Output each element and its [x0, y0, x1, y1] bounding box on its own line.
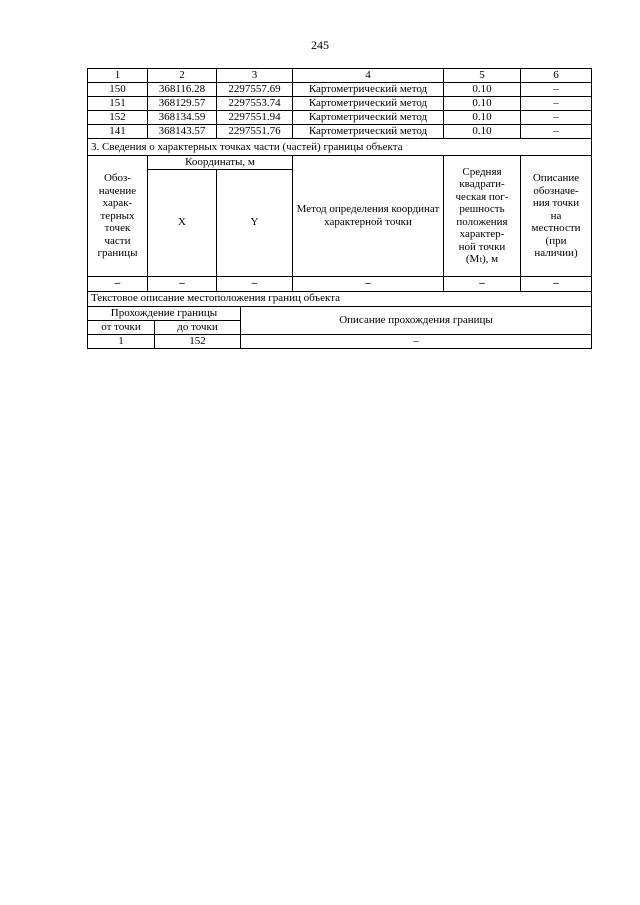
table-row [88, 97, 592, 111]
empty-cell: – [444, 276, 521, 291]
error-value: 0.10 [444, 83, 521, 97]
coordinate-x: 368129.57 [148, 97, 217, 111]
point-number: 141 [88, 125, 148, 139]
coordinate-x: 368134.59 [148, 111, 217, 125]
column-header: 6 [521, 69, 592, 83]
method: Картометрический метод [293, 111, 444, 125]
coordinate-y: 2297557.69 [217, 83, 293, 97]
table-row [88, 276, 592, 291]
point-number: 152 [88, 111, 148, 125]
error-value: 0.10 [444, 125, 521, 139]
description: – [521, 83, 592, 97]
method-header: Метод определения координат характерной точки [293, 156, 444, 277]
passage-description: – [241, 334, 592, 348]
empty-cell: – [217, 276, 293, 291]
table-row [88, 83, 592, 97]
description: – [521, 97, 592, 111]
parts-header-row [88, 156, 592, 170]
to-point-header: до точки [155, 320, 241, 334]
description-header [521, 156, 592, 277]
description-header-text: Описание обозначе- ния точки на местности (при наличии) [531, 172, 581, 259]
empty-cell: – [88, 276, 148, 291]
passage-description-header: Описание прохождения границы [241, 306, 592, 334]
points-table [87, 68, 592, 139]
point-number: 151 [88, 97, 148, 111]
page-number: 245 [311, 38, 329, 52]
column-header: 2 [148, 69, 217, 83]
document-sheet [87, 68, 591, 349]
designation-header-text: Обоз- начение харак- терных точек части границы [97, 172, 138, 259]
text-section-title: Текстовое описание местоположения границ объекта [88, 292, 592, 307]
coordinate-y: 2297551.94 [217, 111, 293, 125]
description: – [521, 125, 592, 139]
section-title-row [88, 139, 592, 156]
coordinate-y: 2297551.76 [217, 125, 293, 139]
column-header: 5 [444, 69, 521, 83]
table-row [88, 125, 592, 139]
points-table-header-row [88, 69, 592, 83]
table-row [88, 111, 592, 125]
to-point: 152 [155, 334, 241, 348]
coordinates-header: Координаты, м [148, 156, 293, 170]
error-header-text: Средняя квадрати- ческая пог- решность положения характер- ной точки (Mₜ), м [455, 165, 509, 266]
error-value: 0.10 [444, 97, 521, 111]
method: Картометрический метод [293, 97, 444, 111]
passage-header-row [88, 306, 592, 320]
column-header: 3 [217, 69, 293, 83]
table-row [88, 334, 592, 348]
designation-header [88, 156, 148, 277]
coordinate-y: 2297553.74 [217, 97, 293, 111]
section-title: 3. Сведения о характерных точках части (частей) границы объекта [88, 139, 592, 156]
error-header [444, 156, 521, 277]
from-point-header: от точки [88, 320, 155, 334]
text-section-title-row [88, 292, 592, 307]
empty-cell: – [293, 276, 444, 291]
method: Картометрический метод [293, 125, 444, 139]
description: – [521, 111, 592, 125]
method: Картометрический метод [293, 83, 444, 97]
point-number: 150 [88, 83, 148, 97]
x-header: X [148, 169, 217, 276]
column-header: 4 [293, 69, 444, 83]
passage-header: Прохождение границы [88, 306, 241, 320]
coordinate-x: 368143.57 [148, 125, 217, 139]
coordinate-x: 368116.28 [148, 83, 217, 97]
empty-cell: – [148, 276, 217, 291]
parts-table [87, 139, 592, 292]
text-description-table [87, 292, 592, 349]
column-header: 1 [88, 69, 148, 83]
empty-cell: – [521, 276, 592, 291]
error-value: 0.10 [444, 111, 521, 125]
from-point: 1 [88, 334, 155, 348]
y-header: Y [217, 169, 293, 276]
